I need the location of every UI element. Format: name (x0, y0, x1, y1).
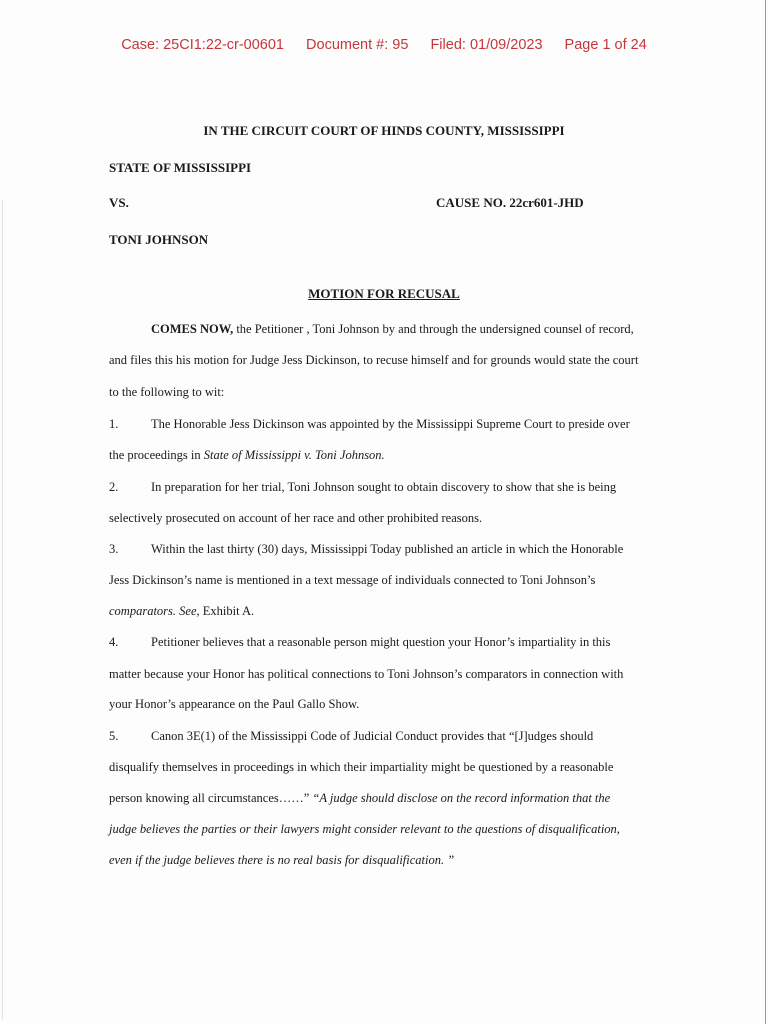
paragraph-4-line-1: Petitioner believes that a reasonable person might question your Honor’s impartiality in this (151, 635, 611, 649)
paragraph-5-line-4: judge believes the parties or their lawyers might consider relevant to the questions of disqualification, (109, 822, 620, 836)
paragraph-3-line-2: Jess Dickinson’s name is mentioned in a text message of individuals connected to Toni Johnson’s (109, 573, 596, 587)
court-heading: IN THE CIRCUIT COURT OF HINDS COUNTY, MISSISSIPPI (203, 123, 565, 138)
intro-line-3: to the following to wit: (109, 385, 225, 399)
paragraph-1-line-2: the proceedings in State of Mississippi v. Toni Johnson. (109, 448, 385, 462)
paragraph-5-line-2: disqualify themselves in proceedings in which their impartiality might be questioned by a reasonable (109, 760, 614, 774)
paragraph-5-line-1: Canon 3E(1) of the Mississippi Code of Judicial Conduct provides that “[J]udges should (151, 729, 594, 743)
paragraph-5-line-5: even if the judge believes there is no real basis for disqualification. ” (109, 853, 455, 867)
paragraph-number-1: 1. (109, 417, 119, 431)
case-number: Case: 25CI1:22-cr-00601 (121, 37, 285, 53)
paragraph-5-line-3: person knowing all circumstances……” “A judge should disclose on the record information that the (109, 791, 611, 805)
paragraph-4-line-2: matter because your Honor has political connections to Toni Johnson’s comparators in connection with (109, 667, 624, 681)
scan-edge-left (2, 200, 3, 1020)
motion-title: MOTION FOR RECUSAL (308, 286, 460, 301)
paragraph-4-line-3: your Honor’s appearance on the Paul Gallo Show. (109, 697, 360, 711)
paragraph-1-line-1: The Honorable Jess Dickinson was appointed by the Mississippi Supreme Court to preside over (151, 417, 630, 431)
cause-number: CAUSE NO. 22cr601-JHD (436, 195, 584, 210)
versus-label: VS. (109, 195, 129, 210)
filing-stamp-header (0, 37, 768, 53)
scan-edge-right (765, 0, 766, 1024)
paragraph-3-line-3: comparators. See, Exhibit A. (109, 604, 255, 618)
paragraph-2-line-1: In preparation for her trial, Toni Johnson sought to obtain discovery to show that she is being (151, 480, 617, 494)
paragraph-3-line-1: Within the last thirty (30) days, Mississippi Today published an article in which the Honorable (151, 542, 624, 556)
intro-lead: COMES NOW, (151, 322, 234, 336)
paragraph-number-4: 4. (109, 635, 119, 649)
paragraph-2-line-2: selectively prosecuted on account of her race and other prohibited reasons. (109, 511, 483, 525)
page-indicator: Page 1 of 24 (564, 37, 647, 53)
filed-date: Filed: 01/09/2023 (430, 37, 543, 53)
paragraph-number-5: 5. (109, 729, 119, 743)
intro-line-2: and files this his motion for Judge Jess Dickinson, to recuse himself and for grounds would state the court (109, 353, 639, 367)
plaintiff-name: STATE OF MISSISSIPPI (109, 160, 252, 175)
defendant-name: TONI JOHNSON (109, 232, 209, 247)
paragraph-number-3: 3. (109, 542, 119, 556)
paragraph-number-2: 2. (109, 480, 119, 494)
intro-line-1: COMES NOW, the Petitioner , Toni Johnson by and through the undersigned counsel of record, (151, 322, 634, 336)
document-number: Document #: 95 (306, 37, 409, 53)
